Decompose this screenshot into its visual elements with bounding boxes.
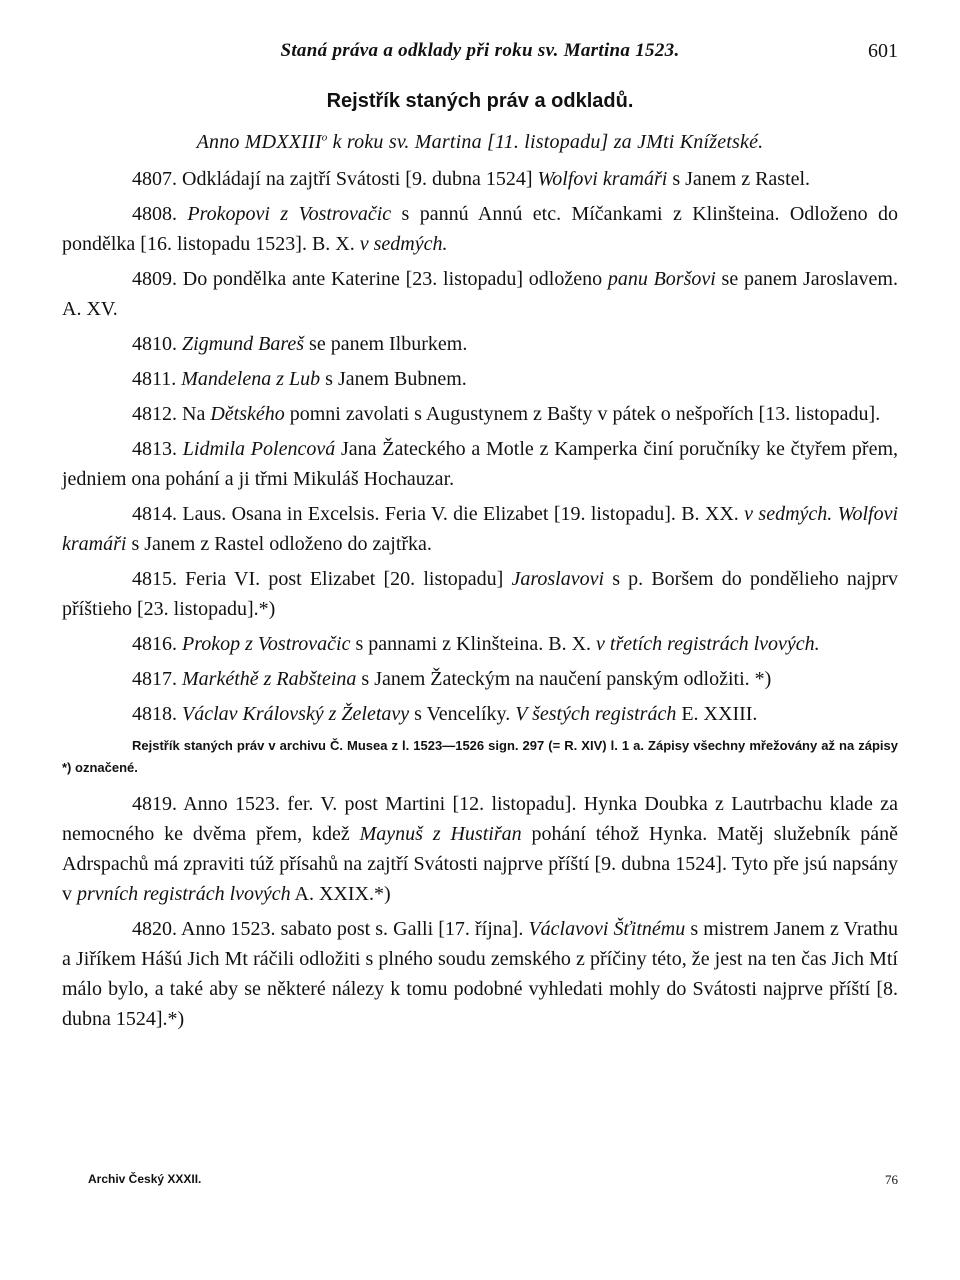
entry-italic-text: panu Boršovi — [607, 268, 716, 290]
entry-italic-text: Prokopovi z Vostrovačic — [187, 203, 392, 225]
entry-text: 4813. — [132, 438, 183, 460]
section-title: Rejstřík staných práv a odkladů. — [326, 90, 634, 112]
entry-text: 4808. — [132, 203, 188, 225]
entry-italic-text: V šestých registrách — [515, 703, 677, 725]
entry-italic-text: Dětského — [210, 403, 285, 425]
running-head — [62, 40, 898, 74]
entry-text: 4814. Laus. Osana in Excelsis. Feria V. die Elizabet [19. listopadu]. B. XX. — [132, 503, 745, 525]
entry-e4810 — [62, 329, 898, 359]
entry-text: 4819. Anno 1523. fer. V. post Martini [12. listopadu]. Hynka Doubka z Lautrbachu klade za nemocného ke dvěma přem, kdež — [62, 793, 898, 845]
entry-italic-text: v třetích registrách lvových. — [596, 633, 820, 655]
entries-list — [62, 164, 898, 729]
entry-e4820 — [62, 914, 898, 1034]
entry-italic-text: Václav Královský z Želetavy — [182, 703, 410, 725]
entry-text: 4820. Anno 1523. sabato post s. Galli [17. října]. — [132, 918, 529, 940]
page-number: 601 — [868, 40, 898, 62]
entry-e4811 — [62, 364, 898, 394]
entry-e4818 — [62, 699, 898, 729]
entry-e4814 — [62, 499, 898, 559]
entry-e4812 — [62, 399, 898, 429]
entry-text: pohání téhož Hynka. Matěj služebník páně Adrspachů má zpraviti túž přísahů na zajtří Svátosti najprve příští [9. dubna 1524]. Tyto pře jsú napsány v — [62, 823, 898, 905]
entry-text: s Janem z Rastel odloženo do zajtřka. — [126, 533, 432, 555]
entry-text: 4817. — [132, 668, 182, 690]
entry-text: s pannú Annú etc. Míčankami z Klinšteina. Odloženo do pondělka [16. listopadu 1523]. B. X. — [62, 203, 899, 255]
entry-text: se panem Ilburkem. — [304, 333, 468, 355]
entry-italic-text: Jaroslavovi — [511, 568, 605, 590]
dating-line — [62, 131, 898, 154]
entry-e4817 — [62, 664, 898, 694]
entry-e4819 — [62, 789, 898, 909]
entry-e4813 — [62, 434, 898, 494]
footer-volume: Archiv Český XXXII. — [88, 1172, 202, 1186]
entry-e4815 — [62, 564, 898, 624]
entry-text: A. XXIX.*) — [290, 883, 391, 905]
entry-italic-text: Wolfovi kramáři — [537, 168, 668, 190]
entry-text: s pannami z Klinšteina. B. X. — [350, 633, 597, 655]
footer-sheet-number: 76 — [885, 1172, 898, 1187]
entry-italic-text: Lidmila Polencová — [182, 438, 336, 460]
entry-e4808 — [62, 199, 898, 259]
entry-text: 4807. Odkládají na zajtří Svátosti [9. dubna 1524] — [132, 168, 538, 190]
dating-rest: k roku sv. Martina [11. listopadu] za JMti Knížetské. — [327, 131, 764, 153]
entry-text: 4815. Feria VI. post Elizabet [20. listopadu] — [132, 568, 512, 590]
source-note: Rejstřík staných práv v archivu Č. Musea z l. 1523—1526 sign. 297 (= R. XIV) l. 1 a. Zápisy všechny mřežovány až na zápisy *) označené. — [62, 738, 898, 775]
entry-text: s Janem z Rastel. — [667, 168, 811, 190]
entry-e4807 — [62, 164, 898, 194]
entry-italic-text: Václavovi Šťitnému — [528, 918, 686, 940]
entry-text: pomni zavolati s Augustynem z Bašty v pátek o nešpořích [13. listopadu]. — [284, 403, 881, 425]
entry-italic-text: Prokop z Vostrovačic — [182, 633, 351, 655]
entry-text: s p. Boršem do pondělieho najprv příštieho [23. listopadu].*) — [62, 568, 898, 620]
entry-text: 4811. — [132, 368, 182, 390]
entry-italic-text: Mandelena z Lub — [181, 368, 321, 390]
entry-e4816 — [62, 629, 898, 659]
entry-text: se panem Jaroslavem. A. XV. — [62, 268, 898, 320]
footer — [88, 1172, 898, 1192]
dating-sup: o — [321, 131, 328, 144]
running-head-title: Staná práva a odklady při roku sv. Martina 1523. — [280, 40, 680, 61]
entry-italic-text: Maynuš z Hustiřan — [359, 823, 522, 845]
entry-text: 4809. Do pondělka ante Katerine [23. listopadu] odloženo — [132, 268, 608, 290]
entry-text: 4810. — [132, 333, 182, 355]
entry-italic-text: Markéthě z Rabšteina — [182, 668, 357, 690]
entry-e4809 — [62, 264, 898, 324]
entry-italic-text: prvních registrách lvových — [77, 883, 291, 905]
entry-text: Jana Žateckého a Motle z Kamperka činí poručníky ke čtyřem přem, jedniem ona pohání a ji třmi Mikuláš Hochauzar. — [62, 438, 899, 490]
entry-text: 4816. — [132, 633, 182, 655]
entry-italic-text: Zigmund Bareš — [182, 333, 305, 355]
entry-text: s Janem Žateckým na naučení panským odložiti. *) — [356, 668, 772, 690]
entry-text: s mistrem Janem z Vrathu a Jiříkem Hášú Jich Mt ráčili odložiti s plného soudu zemského z příčiny této, že jest na ten čas Jich Mtí málo bylo, a také aby se některé nálezy k tomu podobné vyhledati mohly do Svátosti najprve příští [8. dubna 1524].*) — [62, 918, 898, 1030]
entry-text: s Janem Bubnem. — [320, 368, 467, 390]
entry-text: s Vencelíky. — [409, 703, 516, 725]
entry-text: E. XXIII. — [676, 703, 758, 725]
entry-italic-text: v sedmých. — [359, 233, 448, 255]
entry-text: 4812. Na — [132, 403, 211, 425]
entry-italic-text: v sedmých. Wolfovi kramáři — [62, 503, 898, 555]
entry-text: 4818. — [132, 703, 182, 725]
entries-list-2 — [62, 789, 898, 1034]
dating-main: Anno MDXXIII — [196, 131, 322, 153]
document-page — [62, 40, 898, 1039]
